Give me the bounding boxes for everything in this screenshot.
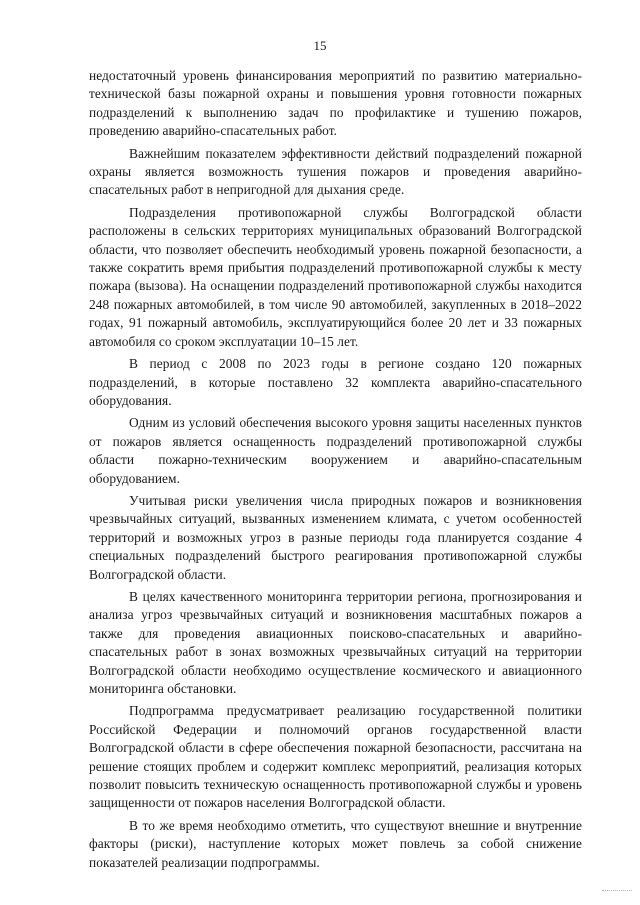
paragraph: В целях качественного мониторинга территории региона, прогнозирования и анализа угроз чрезвычайных ситуаций и возникновения масштабных пожаров а также для проведения авиационных поисково-спасательных и аварийно-спасательных работ в зонах возможных чрезвычайных ситуаций на территории Волгоградской области необходимо осуществление космического и авиационного мониторинга обстановки.	[89, 588, 582, 696]
paragraph: Важнейшим показателем эффективности действий подразделений пожарной охраны является возможность тушения пожаров и проведения аварийно-спасательных работ в непригодной для дыхания среде.	[89, 145, 582, 198]
paragraph: В период с 2008 по 2023 годы в регионе создано 120 пожарных подразделений, в которые поставлено 32 комплекта аварийно-спасательного оборудования.	[89, 356, 582, 408]
scan-artifact	[602, 890, 632, 895]
paragraph: Одним из условий обеспечения высокого уровня защиты населенных пунктов от пожаров является оснащенность подразделений противопожарной службы области пожарно-техническим вооружением и аварийно-спасательным оборудованием.	[89, 415, 582, 486]
paragraph: Подпрограмма предусматривает реализацию государственной политики Российской Федерации и полномочий органов государственной власти Волгоградской области в сфере обеспечения пожарной безопасности, рассчитана на решение стоящих проблем и содержит комплекс мероприятий, реализация которых позволит повысить техническую оснащенность противопожарной службы и уровень защищенности от пожаров населения Волгоградской области.	[89, 703, 582, 811]
paragraph: Подразделения противопожарной службы Волгоградской области расположены в сельских территориях муниципальных образований Волгоградской области, что позволяет обеспечить необходимый уровень пожарной безопасности, а также сократить время прибытия подразделений противопожарной службы к месту пожара (вызова). На оснащении подразделений противопожарной службы находится 248 пожарных автомобилей, в том числе 90 автомобилей, закупленных в 2018–2022 годах, 91 пожарный автомобиль, эксплуатирующийся более 20 лет и 33 пожарных автомобиля со сроком эксплуатации 10–15 лет.	[89, 204, 582, 349]
paragraph: недостаточный уровень финансирования мероприятий по развитию материально-технической базы пожарной охраны и повышения уровня готовности пожарных подразделений к выполнению задач по профилактике и тушению пожаров, проведению аварийно-спасательных работ.	[89, 68, 582, 139]
document-body	[89, 67, 582, 876]
paragraph: Учитывая риски увеличения числа природных пожаров и возникновения чрезвычайных ситуаций, вызванных изменением климата, с учетом особенностей территорий и возможных угроз в разные периоды года планируется создание 4 специальных подразделений быстрого реагирования противопожарной службы Волгоградской области.	[89, 492, 582, 582]
page-number: 15	[313, 38, 327, 53]
paragraph: В то же время необходимо отметить, что существуют внешние и внутренние факторы (риски), наступление которых может повлечь за собой снижение показателей реализации подпрограммы.	[89, 817, 582, 870]
